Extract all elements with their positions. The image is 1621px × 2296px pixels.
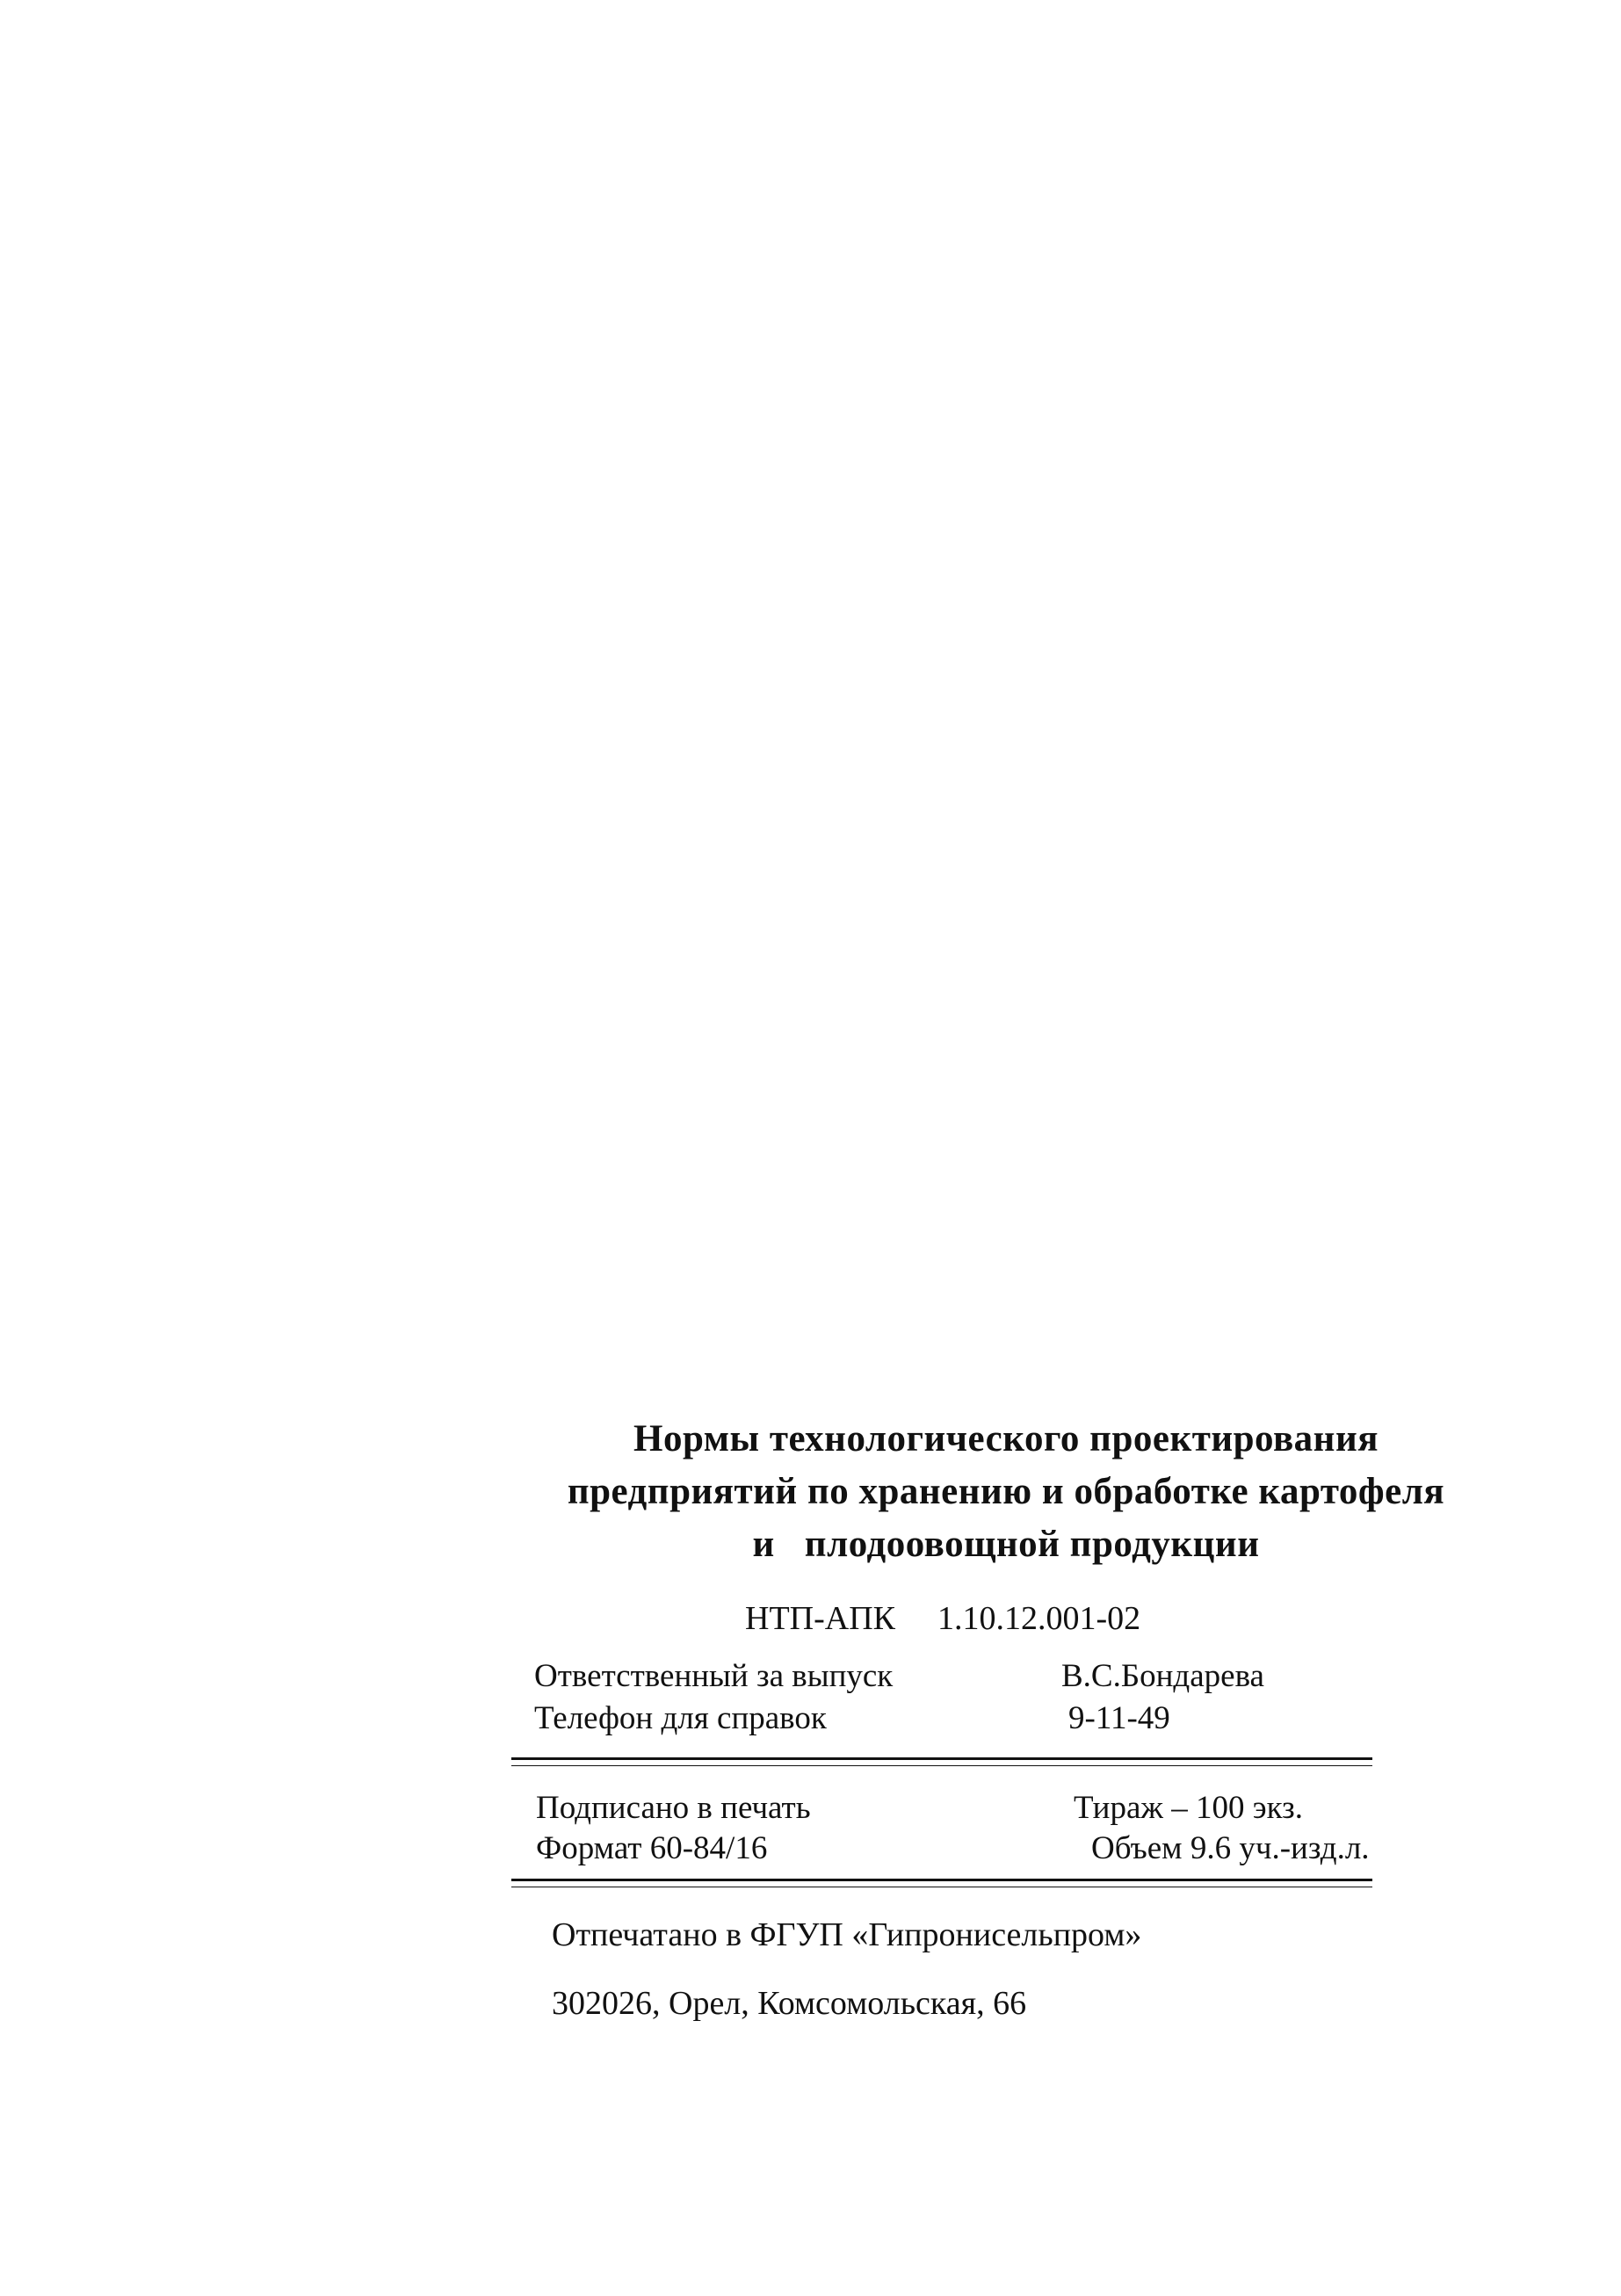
phone-value: 9-11-49	[1068, 1700, 1170, 1736]
circulation-value: Тираж – 100 экз.	[1074, 1790, 1303, 1826]
title-line-2: предприятий по хранению и обработке картофеля	[567, 1471, 1445, 1512]
responsible-label: Ответственный за выпуск	[534, 1658, 894, 1694]
code-label: НТП-АПК	[745, 1600, 895, 1637]
title-line-3-text: плодоовощной продукции	[804, 1524, 1260, 1565]
separator-rule-2	[511, 1879, 1372, 1881]
document-title	[457, 1413, 1555, 1571]
phone-label: Телефон для справок	[534, 1700, 827, 1736]
code-number: 1.10.12.001-02	[937, 1600, 1141, 1637]
volume-value: Объем 9.6 уч.-изд.л.	[1091, 1830, 1370, 1866]
format-label: Формат 60-84/16	[536, 1830, 768, 1866]
printer-address: 302026, Орел, Комсомольская, 66	[552, 1985, 1027, 2022]
title-line-3-conjunction: и	[752, 1524, 775, 1565]
responsible-value: В.С.Бондарева	[1061, 1658, 1264, 1694]
document-code	[745, 1599, 1140, 1638]
separator-rule-1	[511, 1757, 1372, 1760]
title-line-3	[457, 1518, 1555, 1571]
title-line-1: Нормы технологического проектирования	[633, 1418, 1379, 1459]
printed-by: Отпечатано в ФГУП «Гипронисельпром»	[552, 1916, 1142, 1953]
signed-label: Подписано в печать	[536, 1790, 811, 1826]
